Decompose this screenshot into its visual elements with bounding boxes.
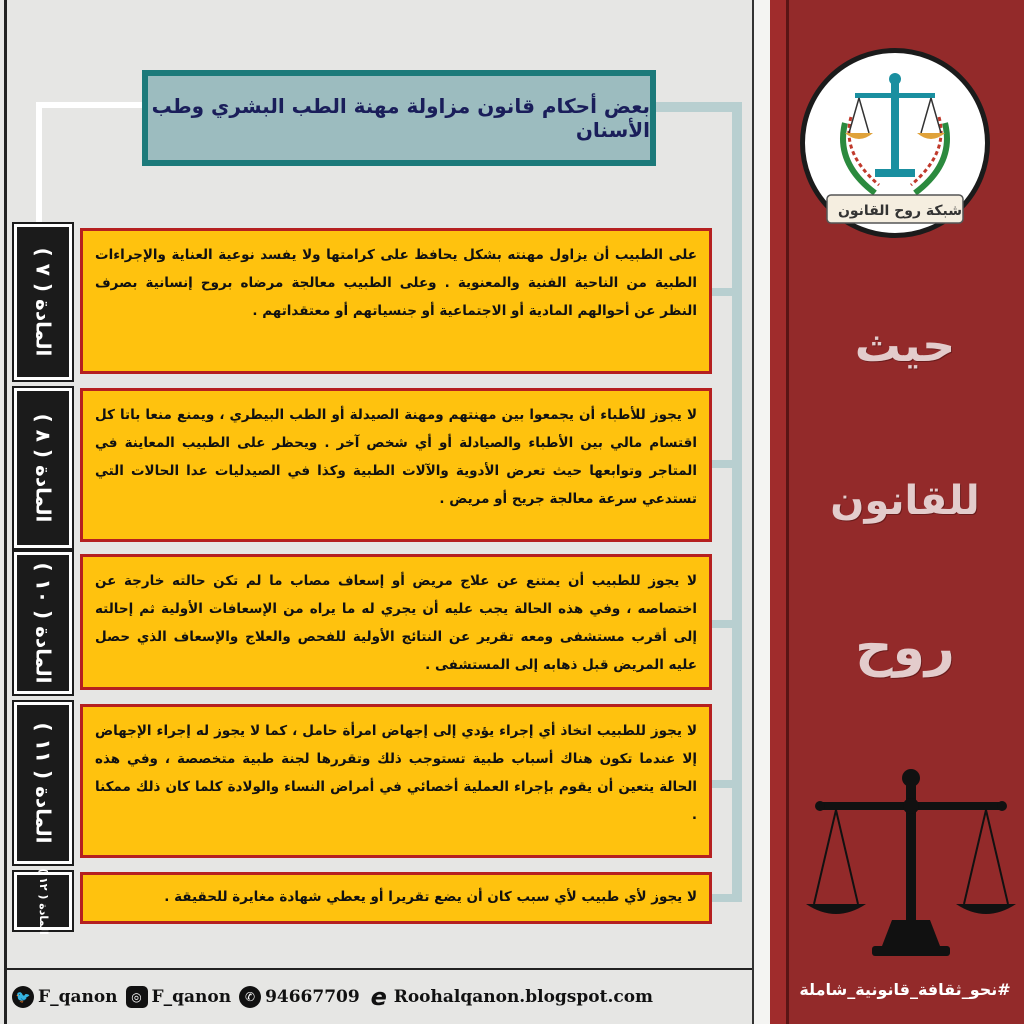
- instagram-handle[interactable]: ◎ F_qanon: [126, 986, 232, 1008]
- connector-stub: [712, 894, 736, 902]
- hashtag: #نحو_ثقافة_قانونية_شاملة: [799, 980, 1011, 999]
- twitter-icon: 🐦: [12, 986, 34, 1008]
- article-label-10: المادة ( ١٠ ): [14, 552, 72, 694]
- browser-icon: e: [370, 983, 387, 1011]
- article-box-10: [80, 554, 712, 690]
- side-word-1: حيث: [854, 318, 956, 372]
- connector-stub: [712, 460, 736, 468]
- article-box-11: [80, 704, 712, 858]
- article-label-12: المادة ( ١٢ ): [14, 872, 72, 930]
- connector-white-h: [36, 102, 146, 108]
- connector-stub: [712, 288, 736, 296]
- logo-text: شبكة روح القانون: [837, 203, 963, 219]
- logo: [800, 48, 990, 238]
- connector-white-v: [36, 102, 42, 222]
- article-text: لا يجوز لأي طبيب لأي سبب كان أن يضع تقريرا أو يعطي شهادة مغايرة للحقيقة .: [164, 889, 697, 905]
- article-box-12: [80, 872, 712, 924]
- page-title: بعض أحكام قانون مزاولة مهنة الطب البشري وطب الأسنان: [151, 94, 650, 142]
- whatsapp-number[interactable]: ✆ 94667709: [239, 986, 360, 1008]
- article-text: لا يجوز للأطباء أن يجمعوا بين مهنتهم ومهنة الصيدلة أو الطب البيطري ، ويمنع منعا باتا كل اقتسام مالي بين الأطباء والصيادلة أو أي شخص آخر . ويحظر على الطبيب المعاينة في المتاجر وتوابعها حيث تعرض الأدوية والآلات الطبية وكذا في الصيدليات عدا الحالات التي تستدعي سرعة معالجة جريح أو مريض .: [95, 407, 697, 507]
- side-word-2: للقانون: [830, 478, 980, 524]
- article-label-11: المادة ( ١١ ): [14, 702, 72, 864]
- connector-stub: [712, 620, 736, 628]
- article-label-8: المادة ( ٨ ): [14, 388, 72, 548]
- divider-strip: [752, 0, 772, 1024]
- footer: [4, 968, 752, 1024]
- blog-link[interactable]: e Roohalqanon.blogspot.com: [368, 986, 653, 1008]
- title-box: [142, 70, 656, 166]
- article-text: على الطبيب أن يزاول مهنته بشكل يحافظ على كرامتها ولا يفسد نوعية العناية والإجراءات الطبية من الناحية الفنية والمعنوية . وعلى الطبيب معالجة مرضاه بروح إنسانية بصرف النظر عن أحوالهم المادية أو الاجتماعية أو جنسياتهم أو معتقداتهم .: [95, 247, 697, 319]
- instagram-icon: ◎: [126, 986, 148, 1008]
- side-word-3: روح: [855, 618, 955, 678]
- article-text: لا يجوز للطبيب اتخاذ أي إجراء يؤدي إلى إجهاض امرأة حامل ، كما لا يجوز له إجراء الإجهاض إلا عندما تكون هناك أسباب طبية تستوجب ذلك وتقررها لجنة طبية متخصصة ، وفي هذه الحالة يتعين أن يقوم بإجراء العملية أخصائي في أمراض النساء والولادة كلما كان ذلك ممكنا .: [95, 723, 697, 823]
- connector-stub: [712, 780, 736, 788]
- article-box-7: [80, 228, 712, 374]
- article-box-8: [80, 388, 712, 542]
- article-label-7: المادة ( ٧ ): [14, 224, 72, 380]
- scales-icon: [806, 764, 1016, 960]
- connector-teal-h: [652, 102, 742, 112]
- whatsapp-icon: ✆: [239, 986, 261, 1008]
- twitter-handle[interactable]: 🐦 F_qanon: [12, 986, 118, 1008]
- article-text: لا يجوز للطبيب أن يمتنع عن علاج مريض أو إسعاف مصاب ما لم تكن حالته خارجة عن اختصاصه ، وفي هذه الحالة يجب عليه أن يجري له ما يراه من الإسعافات الأولية ثم إحالته إلى أقرب مستشفى ومعه تقرير عن النتائج الأولية للفحص والعلاج والإسعاف الذي حصل عليه المريض قبل ذهابه إلى المستشفى .: [95, 573, 697, 673]
